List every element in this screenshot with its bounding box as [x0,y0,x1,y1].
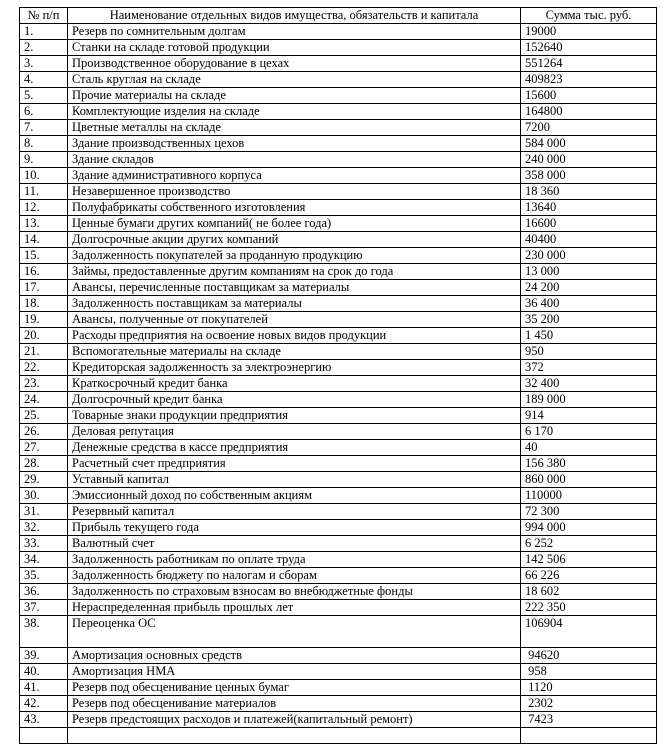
cell-sum: 66 226 [521,568,657,584]
cell-sum: 958 [521,664,657,680]
cell-num: 14. [20,232,68,248]
cell-sum: 994 000 [521,520,657,536]
cell-name: Краткосрочный кредит банка [68,376,521,392]
cell-sum: 230 000 [521,248,657,264]
table-row [20,424,657,440]
cell-sum: 950 [521,344,657,360]
cell-sum: 409823 [521,72,657,88]
cell-num: 16. [20,264,68,280]
cell-empty [68,728,521,744]
cell-name: Амортизация НМА [68,664,521,680]
cell-name: Авансы, перечисленные поставщикам за материалы [68,280,521,296]
cell-num: 18. [20,296,68,312]
table-row [20,376,657,392]
cell-empty [521,728,657,744]
cell-name: Денежные средства в кассе предприятия [68,440,521,456]
cell-num: 11. [20,184,68,200]
cell-name: Расходы предприятия на освоение новых видов продукции [68,328,521,344]
cell-name: Станки на складе готовой продукции [68,40,521,56]
table-row [20,88,657,104]
cell-num: 29. [20,472,68,488]
cell-name: Переоценка ОС [68,616,521,648]
cell-sum: 164800 [521,104,657,120]
cell-name: Амортизация основных средств [68,648,521,664]
cell-name: Сталь круглая на складе [68,72,521,88]
cell-num: 1. [20,24,68,40]
table-row [20,328,657,344]
cell-sum: 152640 [521,40,657,56]
table-row [20,648,657,664]
cell-sum: 18 602 [521,584,657,600]
cell-name: Нераспределенная прибыль прошлых лет [68,600,521,616]
table-row [20,616,657,648]
header-name: Наименование отдельных видов имущества, обязательств и капитала [68,8,521,24]
table-row [20,120,657,136]
cell-name: Задолженность работникам по оплате труда [68,552,521,568]
table-row [20,536,657,552]
cell-name: Здание административного корпуса [68,168,521,184]
cell-sum: 24 200 [521,280,657,296]
table-row [20,664,657,680]
cell-num: 30. [20,488,68,504]
cell-name: Вспомогательные материалы на складе [68,344,521,360]
cell-num: 2. [20,40,68,56]
table-row [20,712,657,728]
cell-sum: 72 300 [521,504,657,520]
cell-sum: 222 350 [521,600,657,616]
cell-name: Резервный капитал [68,504,521,520]
table-body [20,24,657,744]
cell-num: 6. [20,104,68,120]
table-row [20,248,657,264]
cell-sum: 1 450 [521,328,657,344]
cell-sum: 106904 [521,616,657,648]
table-row [20,312,657,328]
cell-num: 28. [20,456,68,472]
cell-name: Деловая репутация [68,424,521,440]
cell-num: 5. [20,88,68,104]
table-row [20,472,657,488]
cell-num: 9. [20,152,68,168]
cell-name: Резерв под обесценивание ценных бумаг [68,680,521,696]
cell-sum: 15600 [521,88,657,104]
cell-name: Полуфабрикаты собственного изготовления [68,200,521,216]
cell-sum: 372 [521,360,657,376]
cell-sum: 914 [521,408,657,424]
cell-name: Расчетный счет предприятия [68,456,521,472]
cell-name: Цветные металлы на складе [68,120,521,136]
cell-num: 42. [20,696,68,712]
cell-num: 21. [20,344,68,360]
cell-num: 31. [20,504,68,520]
cell-num: 7. [20,120,68,136]
cell-num: 40. [20,664,68,680]
cell-name: Здание производственных цехов [68,136,521,152]
cell-num: 15. [20,248,68,264]
table-row [20,456,657,472]
cell-num: 36. [20,584,68,600]
table-row [20,200,657,216]
cell-num: 10. [20,168,68,184]
cell-num: 41. [20,680,68,696]
property-table [19,7,657,744]
cell-name: Здание складов [68,152,521,168]
header-number: № п/п [20,8,68,24]
cell-sum: 1120 [521,680,657,696]
cell-name: Задолженность по страховым взносам во внебюджетные фонды [68,584,521,600]
cell-sum: 2302 [521,696,657,712]
cell-sum: 40 [521,440,657,456]
table-row [20,584,657,600]
cell-num: 12. [20,200,68,216]
cell-name: Ценные бумаги других компаний( не более года) [68,216,521,232]
cell-name: Резерв предстоящих расходов и платежей(капитальный ремонт) [68,712,521,728]
cell-sum: 142 506 [521,552,657,568]
table-row [20,56,657,72]
cell-num: 38. [20,616,68,648]
table-row [20,568,657,584]
cell-sum: 18 360 [521,184,657,200]
table-row [20,440,657,456]
cell-num: 23. [20,376,68,392]
cell-sum: 94620 [521,648,657,664]
cell-sum: 36 400 [521,296,657,312]
cell-sum: 6 252 [521,536,657,552]
cell-num: 20. [20,328,68,344]
cell-num: 3. [20,56,68,72]
cell-num: 19. [20,312,68,328]
cell-name: Комплектующие изделия на складе [68,104,521,120]
cell-num: 13. [20,216,68,232]
cell-sum: 40400 [521,232,657,248]
cell-sum: 7200 [521,120,657,136]
table-row [20,696,657,712]
cell-name: Производственное оборудование в цехах [68,56,521,72]
cell-sum: 35 200 [521,312,657,328]
cell-sum: 19000 [521,24,657,40]
cell-num: 37. [20,600,68,616]
cell-num: 33. [20,536,68,552]
cell-sum: 584 000 [521,136,657,152]
cell-name: Валютный счет [68,536,521,552]
cell-num: 24. [20,392,68,408]
cell-sum: 240 000 [521,152,657,168]
table-row [20,488,657,504]
cell-sum: 860 000 [521,472,657,488]
cell-name: Незавершенное производство [68,184,521,200]
table-row [20,520,657,536]
cell-name: Прибыль текущего года [68,520,521,536]
table-row [20,216,657,232]
cell-sum: 13640 [521,200,657,216]
table-row [20,104,657,120]
table-row [20,296,657,312]
cell-sum: 156 380 [521,456,657,472]
table-row [20,600,657,616]
table-row [20,280,657,296]
cell-name: Товарные знаки продукции предприятия [68,408,521,424]
table-row [20,360,657,376]
cell-num: 39. [20,648,68,664]
cell-empty [20,728,68,744]
cell-sum: 32 400 [521,376,657,392]
cell-name: Задолженность поставщикам за материалы [68,296,521,312]
table-row [20,152,657,168]
cell-num: 34. [20,552,68,568]
table-row [20,232,657,248]
cell-sum: 16600 [521,216,657,232]
cell-name: Долгосрочный кредит банка [68,392,521,408]
table-row-empty [20,728,657,744]
table-row [20,40,657,56]
cell-num: 43. [20,712,68,728]
cell-sum: 110000 [521,488,657,504]
table-row [20,72,657,88]
cell-num: 22. [20,360,68,376]
cell-name: Кредиторская задолженность за электроэнергию [68,360,521,376]
table-row [20,392,657,408]
cell-num: 8. [20,136,68,152]
cell-num: 25. [20,408,68,424]
cell-sum: 6 170 [521,424,657,440]
table-row [20,24,657,40]
table-row [20,408,657,424]
cell-name: Резерв под обесценивание материалов [68,696,521,712]
table-row [20,136,657,152]
cell-name: Резерв по сомнительным долгам [68,24,521,40]
table-row [20,184,657,200]
cell-name: Задолженность покупателей за проданную продукцию [68,248,521,264]
cell-name: Задолженность бюджету по налогам и сборам [68,568,521,584]
cell-sum: 13 000 [521,264,657,280]
cell-name: Авансы, полученные от покупателей [68,312,521,328]
table-row [20,264,657,280]
table-row [20,680,657,696]
cell-sum: 358 000 [521,168,657,184]
table-header-row [20,8,657,24]
table-row [20,168,657,184]
cell-num: 27. [20,440,68,456]
table-row [20,552,657,568]
cell-name: Прочие материалы на складе [68,88,521,104]
cell-num: 4. [20,72,68,88]
cell-name: Займы, предоставленные другим компаниям на срок до года [68,264,521,280]
cell-name: Уставный капитал [68,472,521,488]
cell-num: 26. [20,424,68,440]
cell-num: 32. [20,520,68,536]
header-sum: Сумма тыс. руб. [521,8,657,24]
cell-num: 35. [20,568,68,584]
table-row [20,344,657,360]
table-row [20,504,657,520]
cell-name: Эмиссионный доход по собственным акциям [68,488,521,504]
cell-num: 17. [20,280,68,296]
cell-sum: 7423 [521,712,657,728]
cell-name: Долгосрочные акции других компаний [68,232,521,248]
cell-sum: 189 000 [521,392,657,408]
cell-sum: 551264 [521,56,657,72]
